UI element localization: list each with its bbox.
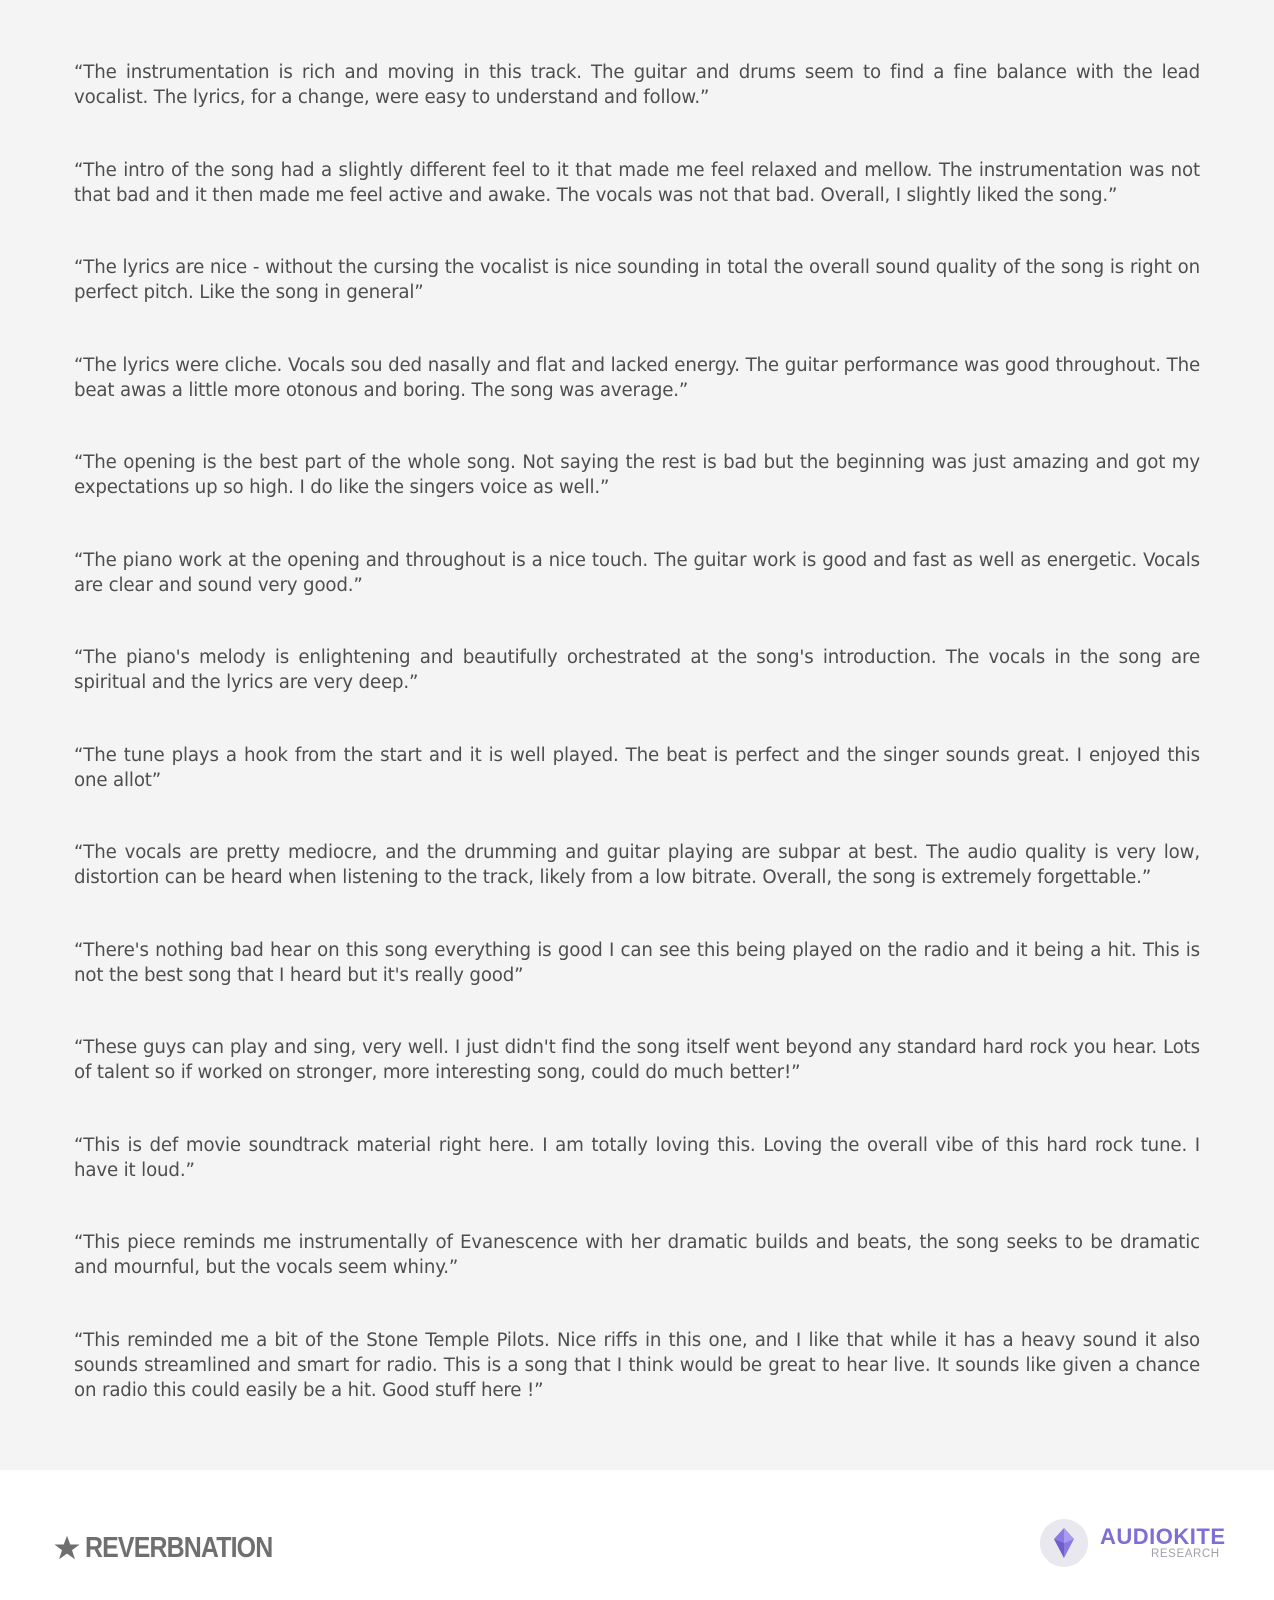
comment-item: “There's nothing bad hear on this song everything is good I can see this being played on the radio and it being a hit. This is not the best song that I heard but it's really good” (74, 939, 1200, 986)
audiokite-badge (1040, 1519, 1088, 1567)
comment-item: “The opening is the best part of the whole song. Not saying the rest is bad but the beginning was just amazing and got my expectations up so high. I do like the singers voice as well.” (74, 452, 1200, 498)
reverbnation-wordmark: REVERBNATION (85, 1532, 273, 1564)
comment-item: “The piano work at the opening and throughout is a nice touch. The guitar work is good and fast as well as energetic. Vocals are clear and sound very good.” (74, 549, 1200, 596)
comment-item: “The piano's melody is enlightening and beautifully orchestrated at the song's introduction. The vocals in the song are spiritual and the lyrics are very deep.” (74, 647, 1200, 693)
comment-item: “This is def movie soundtrack material right here. I am totally loving this. Loving the overall vibe of this hard rock tune. I have it loud.” (74, 1134, 1200, 1181)
comment-item: “This piece reminds me instrumentally of Evanescence with her dramatic builds and beats, the song seeks to be dramatic and mournful, but the vocals seem whiny.” (74, 1232, 1200, 1278)
comment-item: “The intro of the song had a slightly different feel to it that made me feel relaxed and mellow. The instrumentation was not that bad and it then made me feel active and awake. The vocals was not that bad. Overall, I slightly liked the song.” (74, 159, 1200, 206)
comment-item: “The tune plays a hook from the start and it is well played. The beat is perfect and the singer sounds great. I enjoyed this one allot” (74, 744, 1200, 791)
comment-item: “The vocals are pretty mediocre, and the drumming and guitar playing are subpar at best. The audio quality is very low, distortion can be heard when listening to the track, likely from a low bitrate. Overall, the song is extremely forgettable.” (74, 842, 1200, 888)
comment-item: “These guys can play and sing, very well. I just didn't find the song itself went beyond any standard hard rock you hear. Lots of talent so if worked on stronger, more interesting song, could do much better!” (74, 1037, 1200, 1083)
audiokite-subtitle: RESEARCH (1151, 1548, 1220, 1560)
comment-item: “This reminded me a bit of the Stone Temple Pilots. Nice riffs in this one, and I like that while it has a heavy sound it also sounds streamlined and smart for radio. This is a song that I think would be great to hear live. It sounds like given a chance on radio this could easily be a hit. Good stuff here !” (74, 1329, 1200, 1401)
audiokite-wordmark: AUDIOKITE (1100, 1524, 1226, 1549)
comment-list (74, 60, 1200, 1425)
comment-item: “The instrumentation is rich and moving in this track. The guitar and drums seem to find a fine balance with the lead vocalist. The lyrics, for a change, were easy to understand and follow.” (74, 62, 1200, 108)
reverbnation-logo (53, 1531, 303, 1565)
audiokite-logo (1040, 1519, 1240, 1571)
kite-icon (1040, 1519, 1088, 1567)
comment-item: “The lyrics are nice - without the cursing the vocalist is nice sounding in total the overall sound quality of the song is right on perfect pitch. Like the song in general” (74, 257, 1200, 303)
star-icon (53, 1534, 81, 1562)
comment-item: “The lyrics were cliche. Vocals sou ded nasally and flat and lacked energy. The guitar performance was good throughout. The beat awas a little more otonous and boring. The song was average.” (74, 354, 1200, 401)
